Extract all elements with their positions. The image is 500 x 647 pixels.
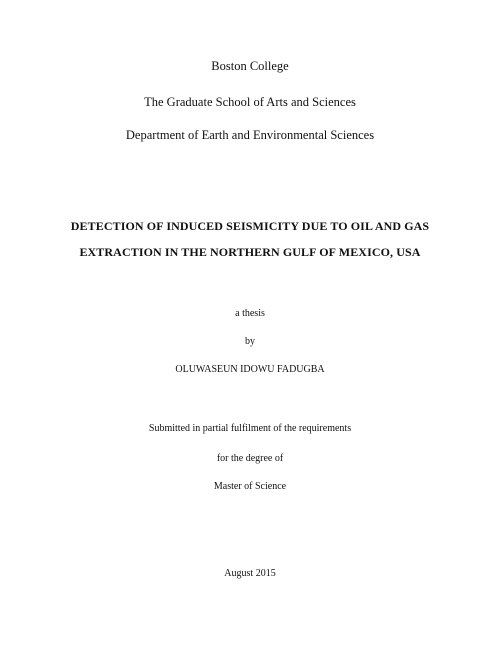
- by-label: by: [245, 336, 255, 347]
- thesis-title-line-2: EXTRACTION IN THE NORTHERN GULF OF MEXICO, USA: [79, 245, 421, 259]
- submission-statement: Submitted in partial fulfilment of the requirements: [148, 423, 352, 434]
- college-name: Boston College: [211, 59, 289, 73]
- author-name: OLUWASEUN IDOWU FADUGBA: [175, 364, 325, 375]
- graduate-school-name: The Graduate School of Arts and Sciences: [144, 95, 356, 109]
- degree-name: Master of Science: [213, 481, 287, 492]
- submission-date: August 2015: [224, 568, 276, 579]
- document-type: a thesis: [235, 308, 265, 319]
- degree-intro: for the degree of: [216, 453, 284, 464]
- thesis-title-line-1: DETECTION OF INDUCED SEISMICITY DUE TO OIL AND GAS: [70, 219, 430, 233]
- department-name: Department of Earth and Environmental Sciences: [125, 128, 375, 142]
